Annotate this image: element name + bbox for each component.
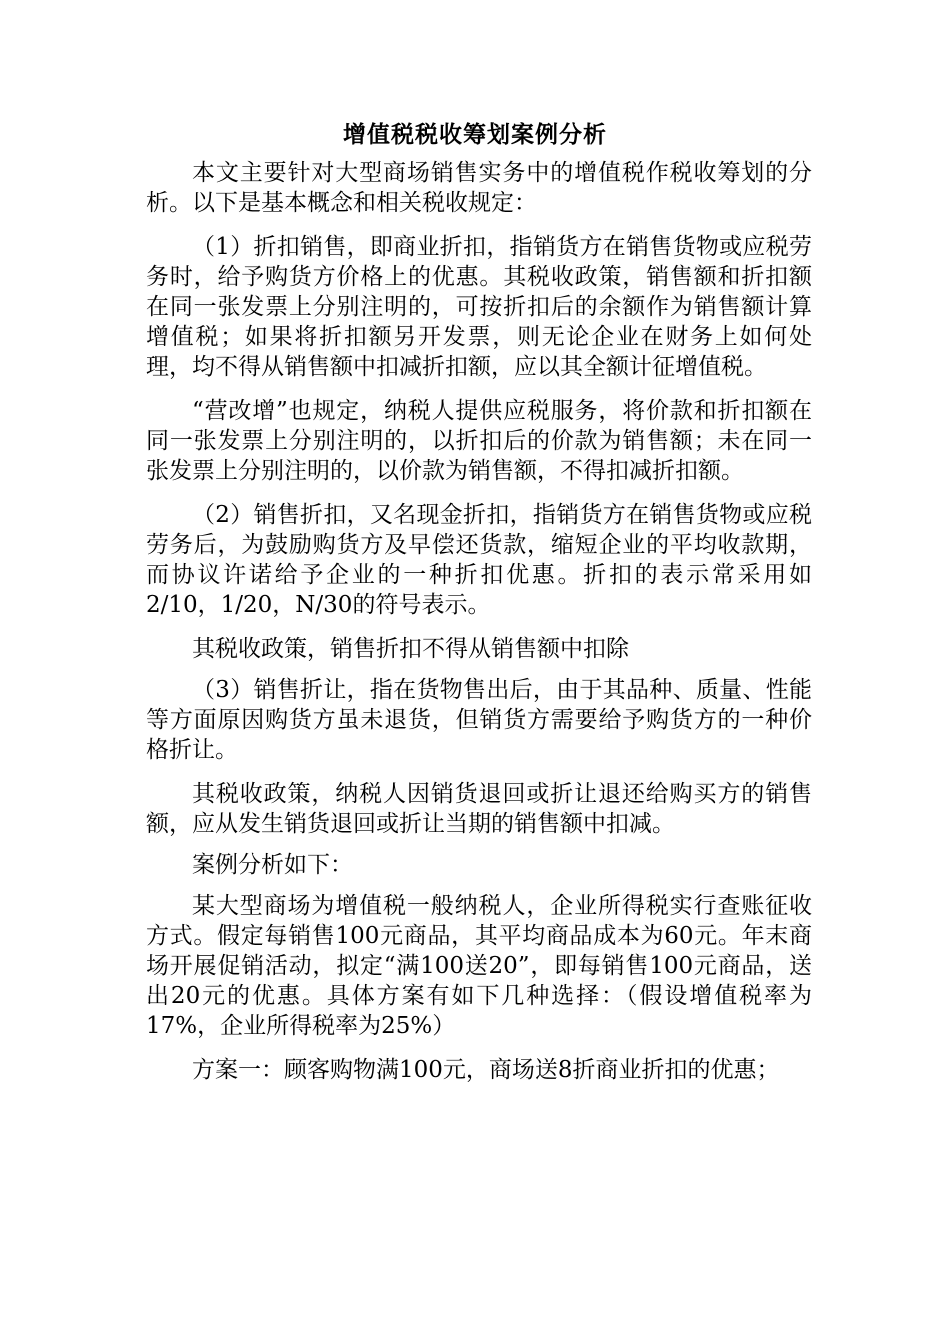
paragraph-case-heading: 案例分析如下： (192, 852, 353, 878)
paragraph-commercial-discount: （1）折扣销售，即商业折扣，指销货方在销售货物或应税劳务时，给予购货方价格上的优惠。其税收政策，销售额和折扣额在同一张发票上分别注明的，可按折扣后的余额作为销售额计算增值税；如果将折扣额另开发票，则无论企业在财务上如何处理，均不得从销售额中扣减折扣额，应以其全额计征增值税。 (146, 234, 812, 380)
paragraph-cash-discount-policy: 其税收政策，销售折扣不得从销售额中扣除 (192, 636, 629, 662)
paragraph-sales-allowance-policy: 其税收政策，纳税人因销货退回或折让退还给购买方的销售额，应从发生销货退回或折让当期的销售额中扣减。 (146, 781, 812, 837)
document-title: 增值税税收筹划案例分析 (343, 121, 607, 148)
paragraph-cash-discount: （2）销售折扣，又名现金折扣，指销货方在销售货物或应税劳务后，为鼓励购货方及早偿还货款，缩短企业的平均收款期，而协议许诺给予企业的一种折扣优惠。折扣的表示常采用如2/10，1/20，N/30的符号表示。 (146, 502, 812, 618)
paragraph-vat-reform: “营改增”也规定，纳税人提供应税服务，将价款和折扣额在同一张发票上分别注明的，以折扣后的价款为销售额；未在同一张发票上分别注明的，以价款为销售额，不得扣减折扣额。 (146, 398, 812, 484)
paragraph-case-description: 某大型商场为增值税一般纳税人，企业所得税实行查账征收方式。假定每销售100元商品，其平均商品成本为60元。年末商场开展促销活动，拟定“满100送20”，即每销售100元商品，送出20元的优惠。具体方案有如下几种选择：（假设增值税率为17%，企业所得税率为25%） (146, 893, 812, 1039)
document-body (146, 158, 812, 1099)
paragraph-sales-allowance: （3）销售折让，指在货物售出后，由于其品种、质量、性能等方面原因购货方虽未退货，但销货方需要给予购货方的一种价格折让。 (146, 677, 812, 763)
paragraph-intro: 本文主要针对大型商场销售实务中的增值税作税收筹划的分析。以下是基本概念和相关税收规定： (146, 160, 812, 216)
paragraph-option-one: 方案一：顾客购物满100元，商场送8折商业折扣的优惠； (192, 1057, 780, 1083)
